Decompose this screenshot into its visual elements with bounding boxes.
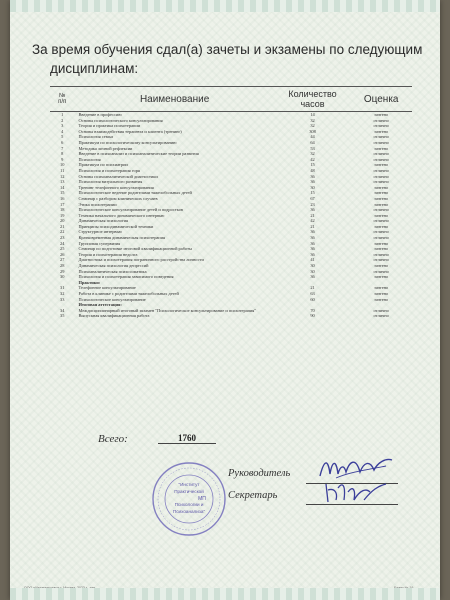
header-name: Наименование [74, 87, 274, 112]
row-grade: отлично [373, 313, 389, 319]
row-number: 34 [60, 307, 65, 313]
row-grade: зачтено [374, 240, 389, 246]
heading-line-2: дисциплинам: [50, 61, 139, 76]
row-number: 14 [60, 184, 65, 190]
row-discipline-name: Практикум по психологическому консультированию [78, 139, 177, 145]
row-hours: 21 [310, 223, 315, 229]
row-hours: 63 [310, 291, 315, 296]
row-discipline-name: Итоговая аттестация: [78, 302, 122, 308]
row-discipline-name: Техника начального динамического интервью [78, 212, 165, 218]
row-discipline-name: Групповая супервизия [78, 240, 121, 246]
row-discipline-name: Теория и психотерапия недолга [78, 251, 138, 257]
row-number: 5 [61, 134, 64, 140]
row-grade: зачтено [374, 285, 389, 291]
secretary-label: Секретарь [228, 490, 278, 501]
row-discipline-name: Основы психологического консультирования [78, 117, 163, 123]
row-discipline-name: Этика психотерапии [78, 201, 117, 207]
row-grade: зачтено [374, 291, 389, 296]
row-grade: отлично [373, 139, 389, 145]
row-hours: 15 [310, 162, 315, 168]
row-grade: зачтено [374, 296, 389, 302]
row-discipline-name: Динамическая психология [78, 218, 128, 224]
row-discipline-name: Практики: [78, 279, 101, 285]
total-label: Всего: [98, 433, 128, 445]
row-number: 2 [61, 117, 64, 123]
row-grade: отлично [373, 257, 389, 263]
row-hours: 32 [310, 151, 315, 157]
row-discipline-name: Психологическое ведение родителями тяжелобольных детей [78, 190, 192, 196]
row-number: 7 [61, 145, 64, 151]
row-hours: 30 [310, 268, 315, 274]
row-number: 12 [60, 173, 65, 179]
row-hours: 36 [310, 173, 315, 179]
row-number: 33 [60, 296, 65, 302]
row-grade: отлично [373, 207, 389, 213]
row-discipline-name: Семинар с разбором клинических случаев [78, 195, 158, 201]
row-hours: 30 [310, 263, 315, 269]
secretary-signature [320, 478, 390, 506]
row-hours: 14 [310, 112, 315, 117]
row-number: 20 [60, 218, 65, 224]
row-hours: 36 [310, 240, 315, 246]
row-number: 31 [60, 285, 65, 291]
row-grade: отлично [373, 156, 389, 162]
row-hours: 36 [310, 246, 315, 252]
row-hours: 15 [310, 190, 315, 196]
row-number: 6 [61, 139, 64, 145]
institute-stamp [150, 460, 228, 538]
row-number: 25 [60, 246, 65, 252]
total-value: 1760 [158, 433, 216, 444]
row-grade: зачтено [374, 112, 389, 117]
row-number: 30 [60, 274, 65, 280]
row-discipline-name: Теория и практика психотерапии [78, 123, 141, 129]
stamp-text-1: "Институт [178, 482, 200, 487]
row-grade: зачтено [374, 162, 389, 168]
row-number: 10 [60, 162, 65, 168]
row-number: 29 [60, 268, 65, 274]
header-hours: Количество часов [275, 87, 351, 112]
row-number: 1 [61, 112, 64, 117]
row-number: 8 [61, 151, 64, 157]
row-hours: 23 [310, 201, 315, 207]
decorative-border-bottom [10, 588, 440, 600]
row-hours: 60 [310, 296, 315, 302]
table-body [50, 112, 412, 319]
row-discipline-name: Психология [78, 156, 101, 162]
stamp-text-3: Психологии и [174, 502, 204, 507]
decorative-border-top [10, 0, 440, 12]
document-sheet [10, 0, 440, 600]
row-hours: 42 [310, 156, 315, 162]
row-discipline-name: Диагностика и психотерапия пограничного расстройства личности [78, 257, 204, 263]
row-hours: 44 [310, 134, 315, 140]
row-discipline-name: Психология и психотерапия горя [78, 167, 140, 173]
row-hours: 21 [310, 285, 315, 291]
row-grade: зачтено [374, 190, 389, 196]
heading-line-1: За время обучения сдал(а) зачеты и экзамены по следующим [32, 42, 423, 57]
row-discipline-name: Семинар по подготовке итоговой квалификационной работы [78, 246, 192, 252]
row-grade: отлично [373, 151, 389, 157]
row-hours: 36 [310, 251, 315, 257]
row-number: 11 [60, 167, 65, 173]
row-number: 24 [60, 240, 65, 246]
row-discipline-name: Тренинг телефонного консультирования [78, 184, 154, 190]
row-discipline-name: Методика личной рефлексии [78, 145, 133, 151]
row-number: 4 [61, 128, 64, 134]
row-grade: отлично [373, 307, 389, 313]
director-label: Руководитель [228, 468, 291, 479]
row-grade: отлично [373, 268, 389, 274]
row-grade: отлично [373, 218, 389, 224]
row-grade: зачтено [374, 195, 389, 201]
header-number-line1: № [59, 93, 66, 99]
row-hours: 36 [310, 274, 315, 280]
row-number: 17 [60, 201, 65, 207]
row-number: 3 [61, 123, 64, 129]
stamp-text-2: Практической [174, 489, 204, 494]
table-header-row [50, 87, 412, 112]
row-hours: 36 [310, 207, 315, 213]
row-number: 15 [60, 190, 65, 196]
row-discipline-name: Принципы психодинамической техники [78, 223, 154, 229]
row-hours: 21 [310, 212, 315, 218]
row-number: 32 [60, 291, 65, 296]
row-grade: отлично [373, 229, 389, 235]
row-hours: 30 [310, 184, 315, 190]
row-discipline-name: Основы взаимодействия терапевта и клиента (тренинг) [78, 128, 182, 134]
row-grade: отлично [373, 167, 389, 173]
stamp-center: МП [198, 496, 206, 502]
row-grade: зачтено [374, 128, 389, 134]
row-discipline-name: Работа в клинике с родителями тяжелобольных детей [78, 291, 179, 296]
row-number: 28 [60, 263, 65, 269]
row-grade: отлично [373, 173, 389, 179]
row-number: 9 [61, 156, 64, 162]
row-hours: 48 [310, 167, 315, 173]
header-grade: Оценка [350, 87, 412, 112]
row-number: 23 [60, 235, 65, 241]
row-grade: отлично [373, 179, 389, 185]
row-grade: отлично [373, 235, 389, 241]
row-discipline-name: Междисциплинарный итоговый экзамен "Психологическое консультирование и психотерапия" [78, 307, 257, 313]
row-hours: 90 [310, 313, 315, 319]
row-hours: 67 [310, 195, 315, 201]
row-hours: 36 [310, 235, 315, 241]
row-grade: отлично [373, 251, 389, 257]
row-number: 35 [60, 313, 65, 319]
row-number: 26 [60, 251, 65, 257]
row-number: 21 [60, 223, 65, 229]
row-discipline-name: Психология и психотерапия зависимого поведения [78, 274, 174, 280]
row-grade: зачтено [374, 246, 389, 252]
row-number: 16 [60, 195, 65, 201]
row-hours: 64 [310, 139, 315, 145]
disciplines-table [50, 86, 412, 319]
row-grade: зачтено [374, 184, 389, 190]
row-discipline-name: Телефонное консультирование [78, 285, 136, 291]
stamp-text-4: Психоанализа" [172, 509, 206, 514]
row-grade: отлично [373, 123, 389, 129]
row-discipline-name: Основы психоаналитической диагностики [78, 173, 158, 179]
header-number [50, 87, 74, 112]
row-hours: 36 [310, 229, 315, 235]
row-hours: 32 [310, 117, 315, 123]
row-discipline-name: Динамическая психология депрессий [78, 263, 149, 269]
row-number: 18 [60, 207, 65, 213]
row-discipline-name: Психоаналитическая психосоматика [78, 268, 147, 274]
row-number: 13 [60, 179, 65, 185]
row-discipline-name: Психологическое консультирование [78, 296, 146, 302]
row-grade: зачтено [374, 212, 389, 218]
row-discipline-name: Введение в психоанализ и психоаналитические теории развития [78, 151, 199, 157]
row-number: 22 [60, 229, 65, 235]
row-grade: зачтено [374, 274, 389, 280]
row-hours: 70 [310, 307, 315, 313]
row-grade: зачтено [374, 201, 389, 207]
row-discipline-name: Структурное интервью [78, 229, 122, 235]
row-grade: зачтено [374, 223, 389, 229]
row-grade: отлично [373, 117, 389, 123]
row-hours: 53 [310, 145, 315, 151]
row-hours: 41 [310, 257, 315, 263]
row-discipline-name: Психология визуального развития [78, 179, 143, 185]
row-hours: 42 [310, 218, 315, 224]
header-number-line2: п/п [58, 99, 67, 105]
row-hours: 36 [310, 179, 315, 185]
row-discipline-name: Выпускная квалификационная работа [78, 313, 150, 319]
row-discipline-name: Практикум по психиатрии [78, 162, 128, 168]
row-grade: зачтено [374, 145, 389, 151]
row-discipline-name: Психология семьи [78, 134, 113, 140]
row-hours: 32 [310, 123, 315, 129]
row-number: 19 [60, 212, 65, 218]
table-row [50, 313, 412, 319]
row-discipline-name: Кратковременная динамическая психотерапия [78, 235, 166, 241]
row-hours: 308 [309, 128, 316, 134]
row-discipline-name: Психологическое консультирование детей и подростков [78, 207, 183, 213]
document-heading [32, 40, 432, 78]
row-number: 27 [60, 257, 65, 263]
row-grade: зачтено [374, 263, 389, 269]
row-discipline-name: Введение в профессию [78, 112, 122, 117]
row-grade: отлично [373, 134, 389, 140]
